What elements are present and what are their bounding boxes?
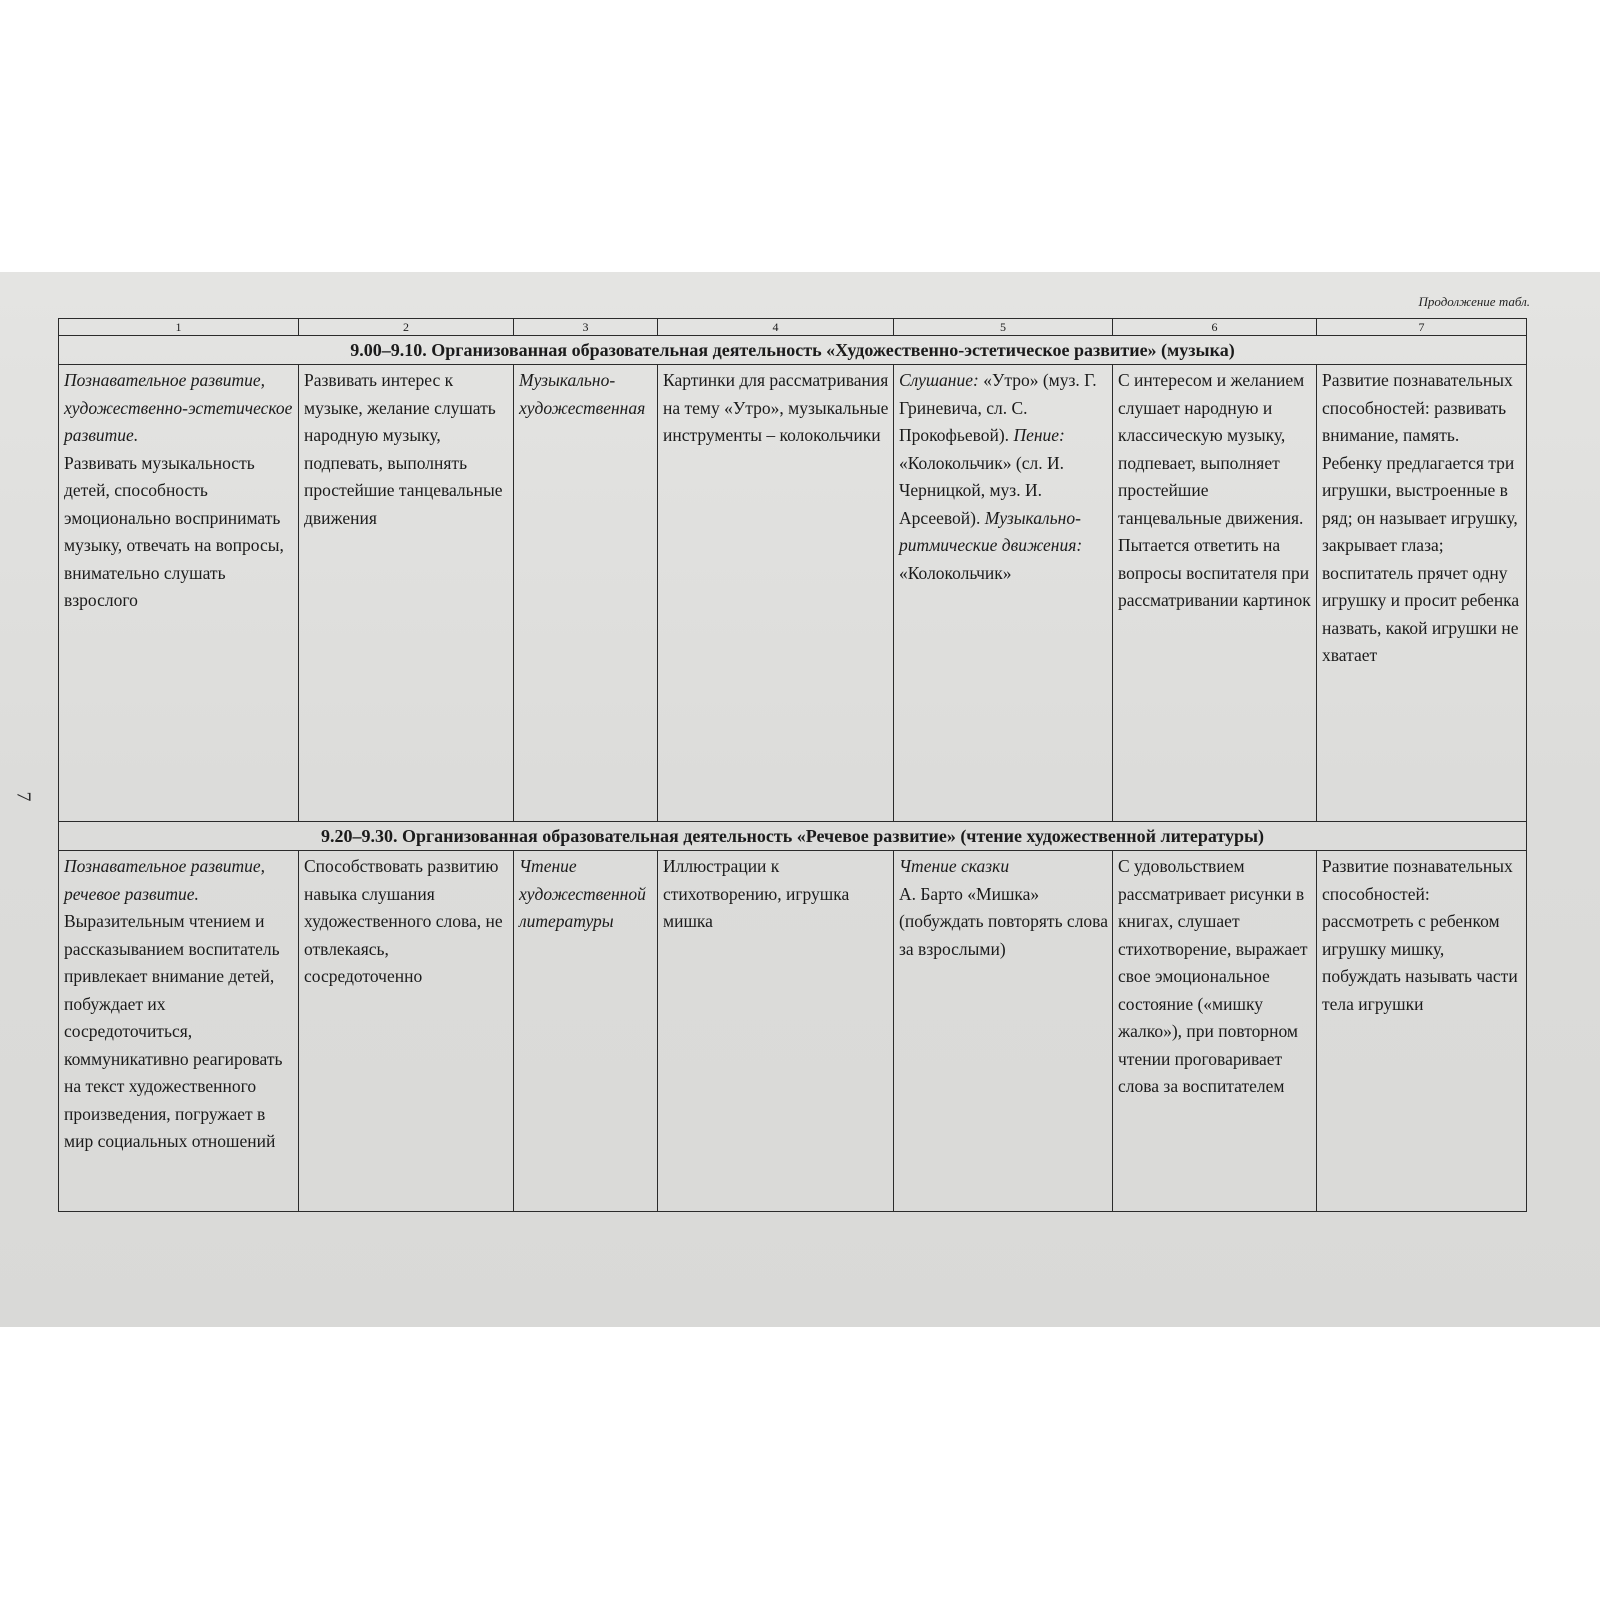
content-label: Слушание:: [899, 370, 979, 390]
column-number: 4: [658, 319, 894, 336]
goals-cell: [59, 365, 299, 822]
content-text: «Колокольчик»: [899, 562, 1012, 583]
content-text: «Колокольчик» (сл. И. Черницкой, муз. И. Арсеевой).: [899, 452, 1064, 528]
table-row: [59, 365, 1527, 822]
activity-plan-table: [58, 318, 1527, 1212]
outcomes-cell: С удовольствием рассматривает рисунки в книгах, слушает стихотворение, выражает свое эмоциональное состояние («мишку жалко»), при повторном чтении проговаривает слова за воспитателем: [1113, 851, 1317, 1212]
individual-work-cell: Развитие познавательных способностей: развивать внимание, память. Ребенку предлагается три игрушки, выстроенные в ряд; он называет игрушку, закрывает глаза; воспитатель прячет одну игрушку и просит ребенка назвать, какой игрушки не хватает: [1317, 365, 1527, 822]
activity-type-cell: Музыкально-художественная: [514, 365, 658, 822]
tasks-cell: Развивать интерес к музыке, желание слушать народную музыку, подпевать, выполнять простейшие танцевальные движения: [299, 365, 514, 822]
outcomes-cell: С интересом и желанием слушает народную и классическую музыку, подпевает, выполняет простейшие танцевальные движения. Пытается ответить на вопросы воспитателя при рассматривании картинок: [1113, 365, 1317, 822]
tasks-cell: Способствовать развитию навыка слушания художественного слова, не отвлекаясь, сосредоточенно: [299, 851, 514, 1212]
content-cell: [894, 851, 1113, 1212]
individual-work-cell: Развитие познавательных способностей: рассмотреть с ребенком игрушку мишку, побуждать называть части тела игрушки: [1317, 851, 1527, 1212]
goals-text: Выразительным чтением и рассказыванием воспитатель привлекает внимание детей, побуждает их сосредоточиться, коммуникативно реагировать на текст художественного произведения, погружает в мир социальных отношений: [64, 911, 283, 1151]
content-cell: [894, 365, 1113, 822]
page-number: 7: [12, 791, 35, 802]
column-number: 7: [1317, 319, 1527, 336]
table-row: [59, 851, 1527, 1212]
goals-cell: [59, 851, 299, 1212]
column-number: 2: [299, 319, 514, 336]
content-label: Чтение сказки: [899, 856, 1010, 876]
section-title: 9.20–9.30. Организованная образовательная деятельность «Речевое развитие» (чтение художественной литературы): [59, 822, 1527, 851]
content-text: А. Барто «Мишка» (побуждать повторять слова за взрослыми): [899, 883, 1108, 959]
content-label: Музыкально-ритмические движения:: [899, 507, 1083, 555]
materials-cell: Иллюстрации к стихотворению, игрушка мишка: [658, 851, 894, 1212]
column-number: 3: [514, 319, 658, 336]
content-label: Пение:: [1013, 425, 1065, 445]
area-label: Познавательное развитие, художественно-эстетическое развитие.: [64, 370, 293, 445]
continuation-label: Продолжение табл.: [1418, 294, 1530, 309]
section-header-music: [59, 336, 1527, 365]
column-number: 6: [1113, 319, 1317, 336]
goals-text: Развивать музыкальность детей, способность эмоционально воспринимать музыку, отвечать на вопросы, внимательно слушать взрослого: [64, 452, 284, 610]
column-number-row: [59, 319, 1527, 336]
area-label: Познавательное развитие, речевое развитие.: [64, 856, 265, 904]
column-number: 5: [894, 319, 1113, 336]
column-number: 1: [59, 319, 299, 336]
content-text: «Утро» (муз. Г. Гриневича, сл. С. Прокофьевой).: [899, 370, 1097, 445]
section-title: 9.00–9.10. Организованная образовательная деятельность «Художественно-эстетическое развитие» (музыка): [59, 336, 1527, 365]
materials-cell: Картинки для рассматривания на тему «Утро», музыкальные инструменты – колокольчики: [658, 365, 894, 822]
activity-type-cell: Чтение художественной литературы: [514, 851, 658, 1212]
section-header-speech: [59, 822, 1527, 851]
